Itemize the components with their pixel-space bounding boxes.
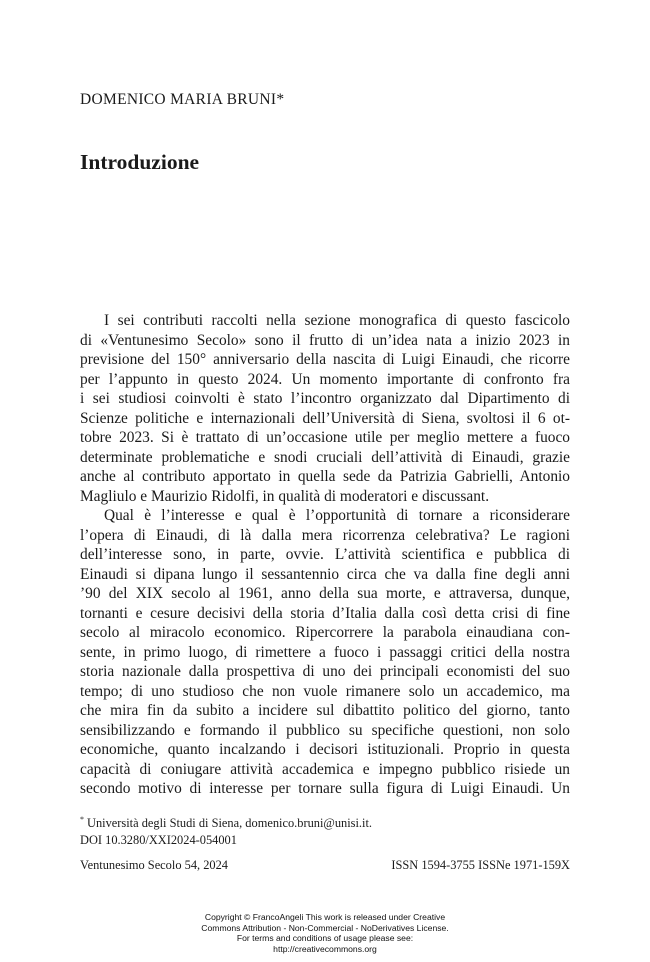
body-line: che mira fin da subito a incidere sul dibattito politico del giorno, tanto — [80, 702, 570, 719]
copyright-line: For terms and conditions of usage please see: — [236, 933, 414, 943]
body-line: secondo motivo di interesse per tornare sulla figura di Luigi Einaudi. Un — [80, 780, 570, 797]
body-line: tempo; di uno studioso che non vuole rimanere solo un accademico, ma — [80, 682, 570, 700]
footnote — [80, 811, 372, 849]
footnote-affiliation — [80, 811, 372, 832]
body-line: dell’interesse sono, in parte, ovvie. L’attività scientifica e pubblica di — [80, 546, 570, 563]
body-line: economiche, quanto incalzando i decisori istituzionali. Proprio in questa — [80, 741, 570, 758]
body-line: Einaudi si dipana lungo il sessantennio circa che va dalla fine degli anni — [80, 565, 570, 583]
body-line: di «Ventunesimo Secolo» sono il frutto di un’idea nata a inizio 2023 in — [80, 331, 570, 349]
paragraph-1 — [80, 311, 570, 506]
body-line: tornanti e cesure decisivi della storia d’Italia dalla così detta crisi di fine — [80, 604, 570, 622]
body-line: sente, in primo luogo, di rimettere a fuoco i passaggi critici della nostra — [80, 643, 570, 661]
body-line: Magliulo e Maurizio Ridolfi, in qualità di moderatori e discussant. — [80, 487, 490, 505]
body-line: I sei contributi raccolti nella sezione monografica di questo fascicolo — [104, 312, 570, 329]
body-line: tobre 2023. Si è trattato di un’occasione utile per meglio mettere a fuoco — [80, 429, 570, 446]
copyright-line: Copyright © FrancoAngeli This work is released under Creative — [204, 912, 446, 922]
body-line: storia nazionale dalla prospettiva di uno dei principali economisti del suo — [80, 663, 570, 680]
copyright-line: Commons Attribution - Non-Commercial - NoDerivatives License. — [201, 922, 449, 933]
affiliation-text: Università degli Studi di Siena, domenico.bruni@unisi.it. — [87, 816, 373, 831]
body-line: per l’appunto in questo 2024. Un momento importante di confronto fra — [80, 370, 570, 388]
journal-footer — [80, 858, 570, 873]
body-line: ’90 del XIX secolo al 1961, anno della sua morte, e attraversa, dunque, — [80, 585, 570, 602]
footnote-mark: * — [80, 815, 84, 824]
body-line: determinate problematiche e snodi cruciali dell’attività di Einaudi, grazie — [80, 448, 570, 466]
article-body — [80, 311, 570, 799]
doi: DOI 10.3280/XXI2024-054001 — [80, 833, 237, 848]
issn: ISSN 1594-3755 ISSNe 1971-159X — [391, 858, 570, 872]
body-line: Qual è l’interesse e qual è l’opportunità di tornare a riconsiderare — [104, 507, 570, 524]
body-line: anche al contributo apportato in quella sede da Patrizia Gabrielli, Antonio — [80, 468, 570, 485]
article-title: Introduzione — [80, 150, 200, 174]
body-line: previsione del 150° anniversario della nascita di Luigi Einaudi, che ricorre — [80, 351, 570, 368]
body-line: capacità di coniugare attività accademica e impegno pubblico risiede un — [80, 760, 570, 778]
body-line: secolo al miracolo economico. Ripercorrere la parabola einaudiana con- — [80, 624, 570, 641]
license-link[interactable]: http://creativecommons.org — [273, 943, 377, 954]
author-name: DOMENICO MARIA BRUNI* — [80, 91, 285, 108]
body-line: sensibilizzando e formando il pubblico su specifiche questioni, non solo — [80, 721, 570, 739]
body-line: l’opera di Einaudi, di là dalla mera ricorrenza celebrativa? Le ragioni — [80, 526, 570, 544]
journal-issue: Ventunesimo Secolo 54, 2024 — [80, 858, 228, 872]
body-line: i sei studiosi coinvolti è stato l’incontro organizzato dal Dipartimento di — [80, 390, 570, 407]
copyright-notice — [0, 912, 650, 954]
body-line: Scienze politiche e internazionali dell’Università di Siena, svoltosi il 6 ot- — [80, 409, 570, 427]
paragraph-2 — [80, 506, 570, 799]
